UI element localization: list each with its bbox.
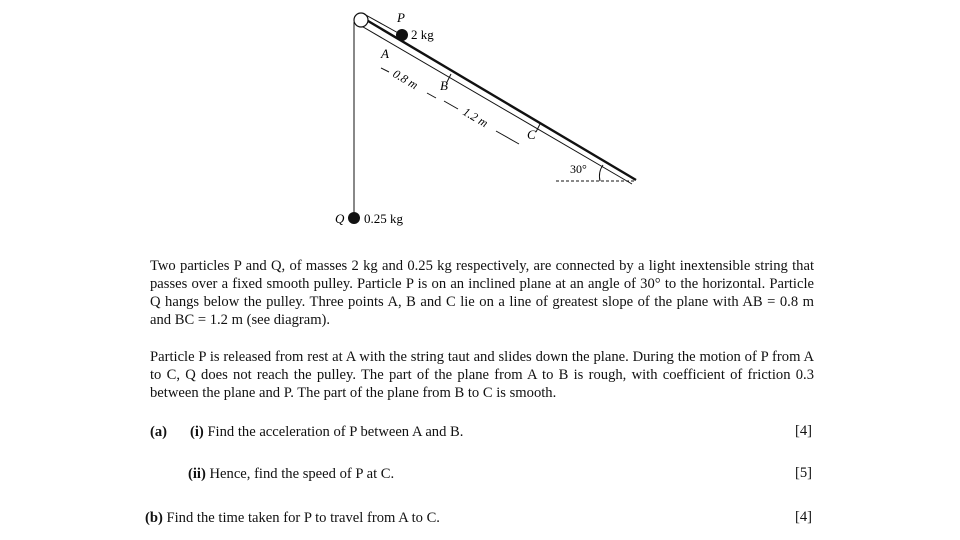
particle-p-label: P (397, 10, 405, 25)
angle-label: 30° (570, 162, 587, 176)
plane-underside (358, 24, 632, 184)
part-a-i-row (190, 423, 463, 441)
bc-length-label: 1.2 m (460, 104, 491, 131)
part-b-label: (b) (145, 510, 163, 526)
part-a-ii-row (188, 465, 394, 483)
inclined-plane (363, 18, 636, 180)
point-a-label: A (381, 46, 389, 61)
part-b-marks: [4] (794, 509, 812, 525)
inclined-plane-diagram (0, 0, 960, 240)
particle-q-label: Q (335, 211, 345, 226)
question-stem-paragraph-2: Particle P is released from rest at A with the string taut and slides down the plane. During the motion of P from A to C, Q does not reach the pulley. The part of the plane from A to B is rough, with coefficient of friction 0.3 between the plane and P. The part of the plane from B to C is smooth. (150, 349, 814, 401)
particle-p (396, 29, 408, 41)
part-a-label: (a) (150, 424, 168, 440)
ab-dimension-arrow-left (381, 68, 389, 72)
part-a-ii-label: (ii) (188, 466, 206, 482)
bc-dimension-arrow-right (496, 131, 519, 144)
question-stem-paragraph-1: Two particles P and Q, of masses 2 kg and 0.25 kg respectively, are connected by a light inextensible string that passes over a fixed smooth pulley. Particle P is on an inclined plane at an angle of 30° to the horizontal. Particle Q hangs below the pulley. Three points A, B and C lie on a line of greatest slope of the plane with AB = 0.8 m and BC = 1.2 m (see diagram). (150, 258, 814, 328)
point-b-label: B (440, 78, 448, 93)
part-a-i-text: Find the acceleration of P between A and B. (207, 424, 464, 440)
part-a-ii-text: Hence, find the speed of P at C. (209, 466, 395, 482)
part-b-text: Find the time taken for P to travel from A to C. (166, 510, 440, 526)
ab-dimension-arrow-right (427, 93, 436, 98)
point-c-label: C (527, 127, 536, 142)
part-b-row (145, 509, 440, 527)
angle-arc (599, 165, 603, 181)
ab-length-label: 0.8 m (390, 66, 421, 93)
particle-q (348, 212, 360, 224)
part-a-i-label: (i) (190, 424, 204, 440)
part-a-row (150, 423, 167, 441)
part-a-i-marks: [4] (794, 423, 812, 439)
particle-p-mass: 2 kg (411, 27, 434, 42)
particle-q-mass: 0.25 kg (364, 211, 403, 226)
part-a-ii-marks: [5] (794, 465, 812, 481)
bc-dimension-arrow-left (444, 101, 458, 109)
